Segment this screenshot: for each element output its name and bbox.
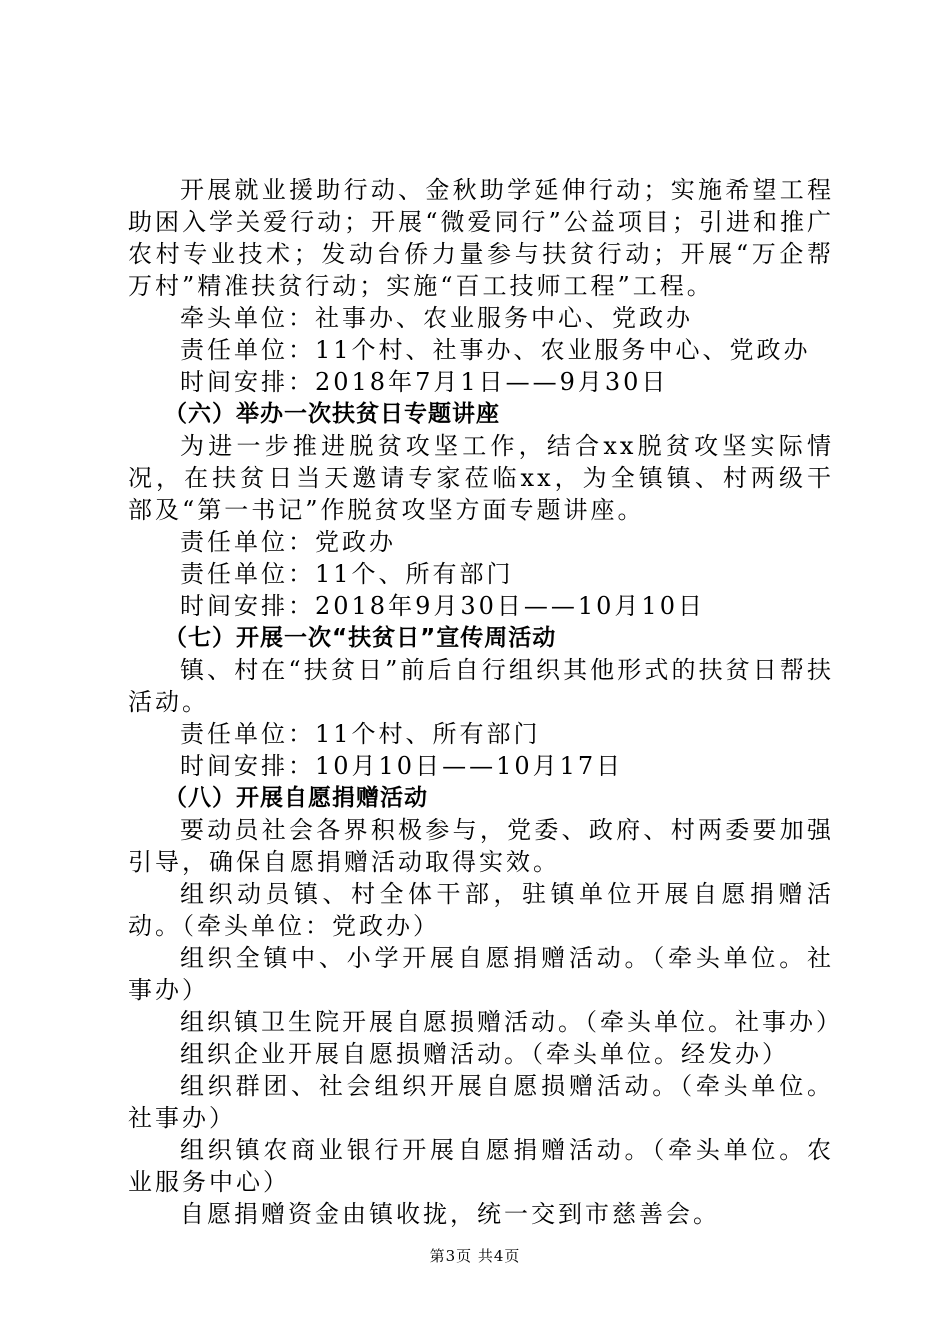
- paragraph: 责任单位：11个村、社事办、农业服务中心、党政办: [180, 336, 811, 364]
- paragraph: 组织镇农商业银行开展自愿捐赠活动。（牵头单位。农业服务中心）: [128, 1136, 834, 1196]
- section-heading: （八）开展自愿捐赠活动: [164, 785, 428, 811]
- paragraph: 组织全镇中、小学开展自愿捐赠活动。（牵头单位。社事办）: [128, 944, 834, 1004]
- paragraph: 组织企业开展自愿损赠活动。（牵头单位。经发办）: [180, 1040, 789, 1068]
- paragraph: 时间安排：2018年9月30日——10月10日: [180, 592, 705, 620]
- paragraph: 开展就业援助行动、金秋助学延伸行动；实施希望工程助困入学关爱行动；开展“微爱同行”公益项目；引进和推广农村专业技术；发动台侨力量参与扶贫行动；开展“万企帮万村”精准扶贫行动；实施“百工技师工程”工程。: [128, 176, 834, 300]
- section-heading: （七）开展一次“扶贫日”宣传周活动: [164, 625, 557, 651]
- paragraph: 自愿捐赠资金由镇收拢，统一交到市慈善会。: [180, 1200, 720, 1228]
- paragraph: 为进一步推进脱贫攻坚工作，结合xx脱贫攻坚实际情况，在扶贫日当天邀请专家莅临xx，为全镇镇、村两级干部及“第一书记”作脱贫攻坚方面专题讲座。: [128, 432, 834, 524]
- paragraph: 责任单位：11个村、所有部门: [180, 720, 541, 748]
- paragraph: 组织群团、社会组织开展自愿损赠活动。（牵头单位。社事办）: [128, 1072, 834, 1132]
- paragraph: 牵头单位：社事办、农业服务中心、党政办: [180, 304, 693, 332]
- document-body: [128, 174, 843, 1230]
- paragraph: 要动员社会各界积极参与，党委、政府、村两委要加强引导，确保自愿捐赠活动取得实效。: [128, 816, 834, 876]
- paragraph: 组织动员镇、村全体干部，驻镇单位开展自愿捐赠活动。（牵头单位：党政办）: [128, 880, 834, 940]
- section-heading: （六）举办一次扶贫日专题讲座: [164, 401, 500, 427]
- page-footer: 第3页 共4页: [429, 1247, 521, 1265]
- paragraph: 责任单位：11个、所有部门: [180, 560, 514, 588]
- paragraph: 时间安排：2018年7月1日——9月30日: [180, 368, 669, 396]
- paragraph: 镇、村在“扶贫日”前后自行组织其他形式的扶贫日帮扶活动。: [128, 656, 834, 716]
- paragraph: 组织镇卫生院开展自愿损赠活动。（牵头单位。社事办）: [180, 1008, 843, 1036]
- paragraph: 责任单位：党政办: [180, 528, 396, 556]
- paragraph: 时间安排：10月10日——10月17日: [180, 752, 624, 780]
